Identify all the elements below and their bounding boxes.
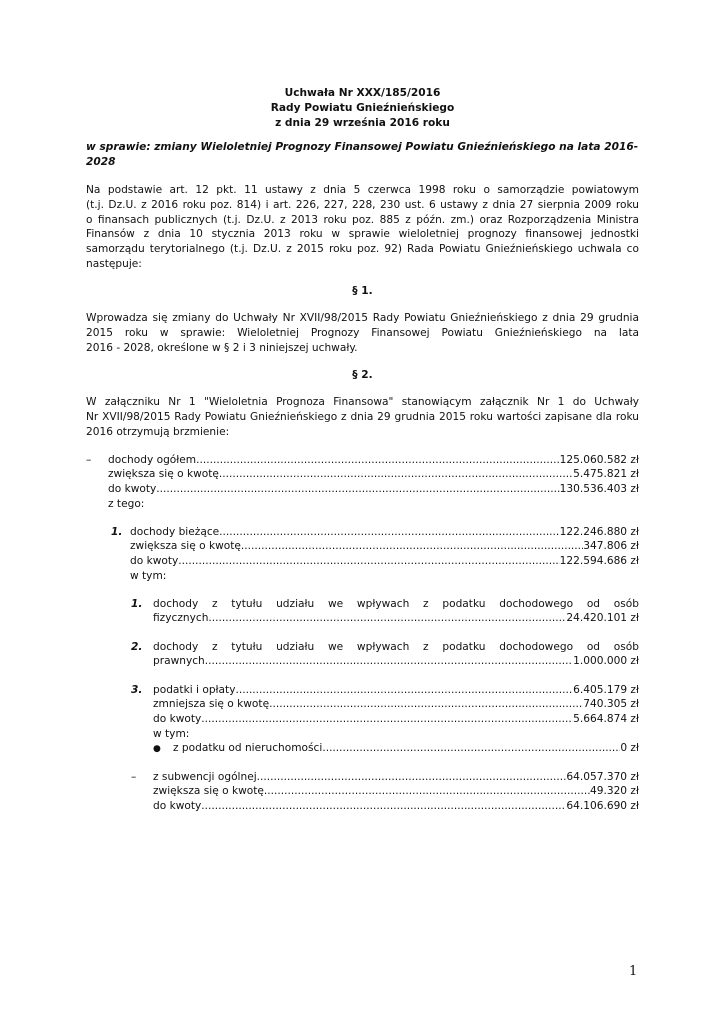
council-name: Rady Powiatu Gnieźnieńskiego — [270, 101, 455, 114]
list-item-cit: prawnych ..... 1.000.000 zł — [153, 654, 639, 669]
list-item-zwieksza: zwiększa się o kwotę ..... 5.475.821 zł — [108, 467, 639, 482]
page-number: 1 — [629, 964, 638, 979]
list-item-do-kwoty: do kwoty ..... 122.594.686 zł — [130, 554, 639, 569]
list-item-do-kwoty: do kwoty ..... 5.664.874 zł — [153, 712, 639, 727]
dash-marker: – — [131, 771, 137, 783]
section-1-title: § 1. — [352, 285, 373, 297]
item-number: 2. — [131, 641, 143, 653]
w-tym-label: w tym: — [130, 570, 167, 582]
dash-marker: – — [86, 454, 92, 466]
w-tym-label: w tym: — [153, 728, 190, 740]
item-number: 1. — [111, 526, 123, 538]
list-item-nieruchomosci: z podatku od nieruchomości ..... 0 zł — [173, 741, 639, 756]
section-2-paragraph: W załączniku Nr 1 "Wieloletnia Prognoza Finansowa" stanowiącym załącznik Nr 1 do Uchwały Nr XVII/98/2015 Rady Powiatu Gnieźnieńskiego z dnia 29 grudnia 2015 roku wartości zapisane dla roku 2016 otrzymują brzmienie: — [86, 396, 639, 438]
item-number: 3. — [131, 684, 143, 696]
resolution-date: z dnia 29 września 2016 roku — [275, 116, 450, 129]
list-item-dochody-biezace: dochody bieżące ..... 122.246.880 zł — [130, 525, 639, 540]
z-tego-label: z tego: — [108, 498, 145, 510]
list-item-do-kwoty: do kwoty ..... 130.536.403 zł — [108, 482, 639, 497]
item-number: 1. — [131, 598, 143, 610]
list-item-zwieksza: zwiększa się o kwotę ..... 49.320 zł — [153, 784, 639, 799]
list-item-cit-text: dochody z tytułu udziału we wpływach z podatku dochodowego od osób — [153, 641, 639, 653]
list-item-subwencja: z subwencji ogólnej ..... 64.057.370 zł — [153, 770, 639, 785]
list-item-pit: fizycznych ..... 24.420.101 zł — [153, 611, 639, 626]
resolution-header — [86, 86, 639, 130]
list-item-dochody-ogolem: dochody ogółem ..... 125.060.582 zł — [108, 453, 639, 468]
bullet-icon: ● — [153, 744, 161, 754]
list-item-podatki: podatki i opłaty ..... 6.405.179 zł — [153, 683, 639, 698]
resolution-subject: w sprawie: zmiany Wieloletniej Prognozy Finansowej Powiatu Gnieźnieńskiego na lata 2016- 2028 — [86, 141, 639, 168]
list-item-zmniejsza: zmniejsza się o kwotę ..... 740.305 zł — [153, 697, 639, 712]
section-1-paragraph: Wprowadza się zmiany do Uchwały Nr XVII/98/2015 Rady Powiatu Gnieźnieńskiego z dnia 29 grudnia 2015 roku w sprawie: Wieloletniej Prognozy Finansowej Powiatu Gnieźnieńskiego na lata 2016 - 2028, określone w § 2 i 3 niniejszej uchwały. — [86, 312, 639, 354]
list-item-do-kwoty: do kwoty ..... 64.106.690 zł — [153, 799, 639, 814]
list-item-pit-text: dochody z tytułu udziału we wpływach z podatku dochodowego od osób — [153, 598, 639, 610]
section-2-title: § 2. — [352, 369, 373, 381]
resolution-number: Uchwała Nr XXX/185/2016 — [284, 87, 441, 99]
preamble-paragraph: Na podstawie art. 12 pkt. 11 ustawy z dnia 5 czerwca 1998 roku o samorządzie powiatowym (t.j. Dz.U. z 2016 roku poz. 814) i art. 226, 227, 228, 230 ust. 6 ustawy z dnia 27 sierpnia 2009 roku o finansach publicznych (t.j. Dz.U. z 2013 roku poz. 885 z późn. zm.) oraz Rozporządzenia Ministra Finansów z dnia 10 stycznia 2013 roku w sprawie wieloletniej prognozy finansowej jednostki samorządu terytorialnego (t.j. Dz.U. z 2015 roku poz. 92) Rada Powiatu Gnieźnieńskiego uchwala co następuje: — [86, 184, 639, 270]
list-item-zwieksza: zwiększa się o kwotę ..... 347.806 zł — [130, 539, 639, 554]
